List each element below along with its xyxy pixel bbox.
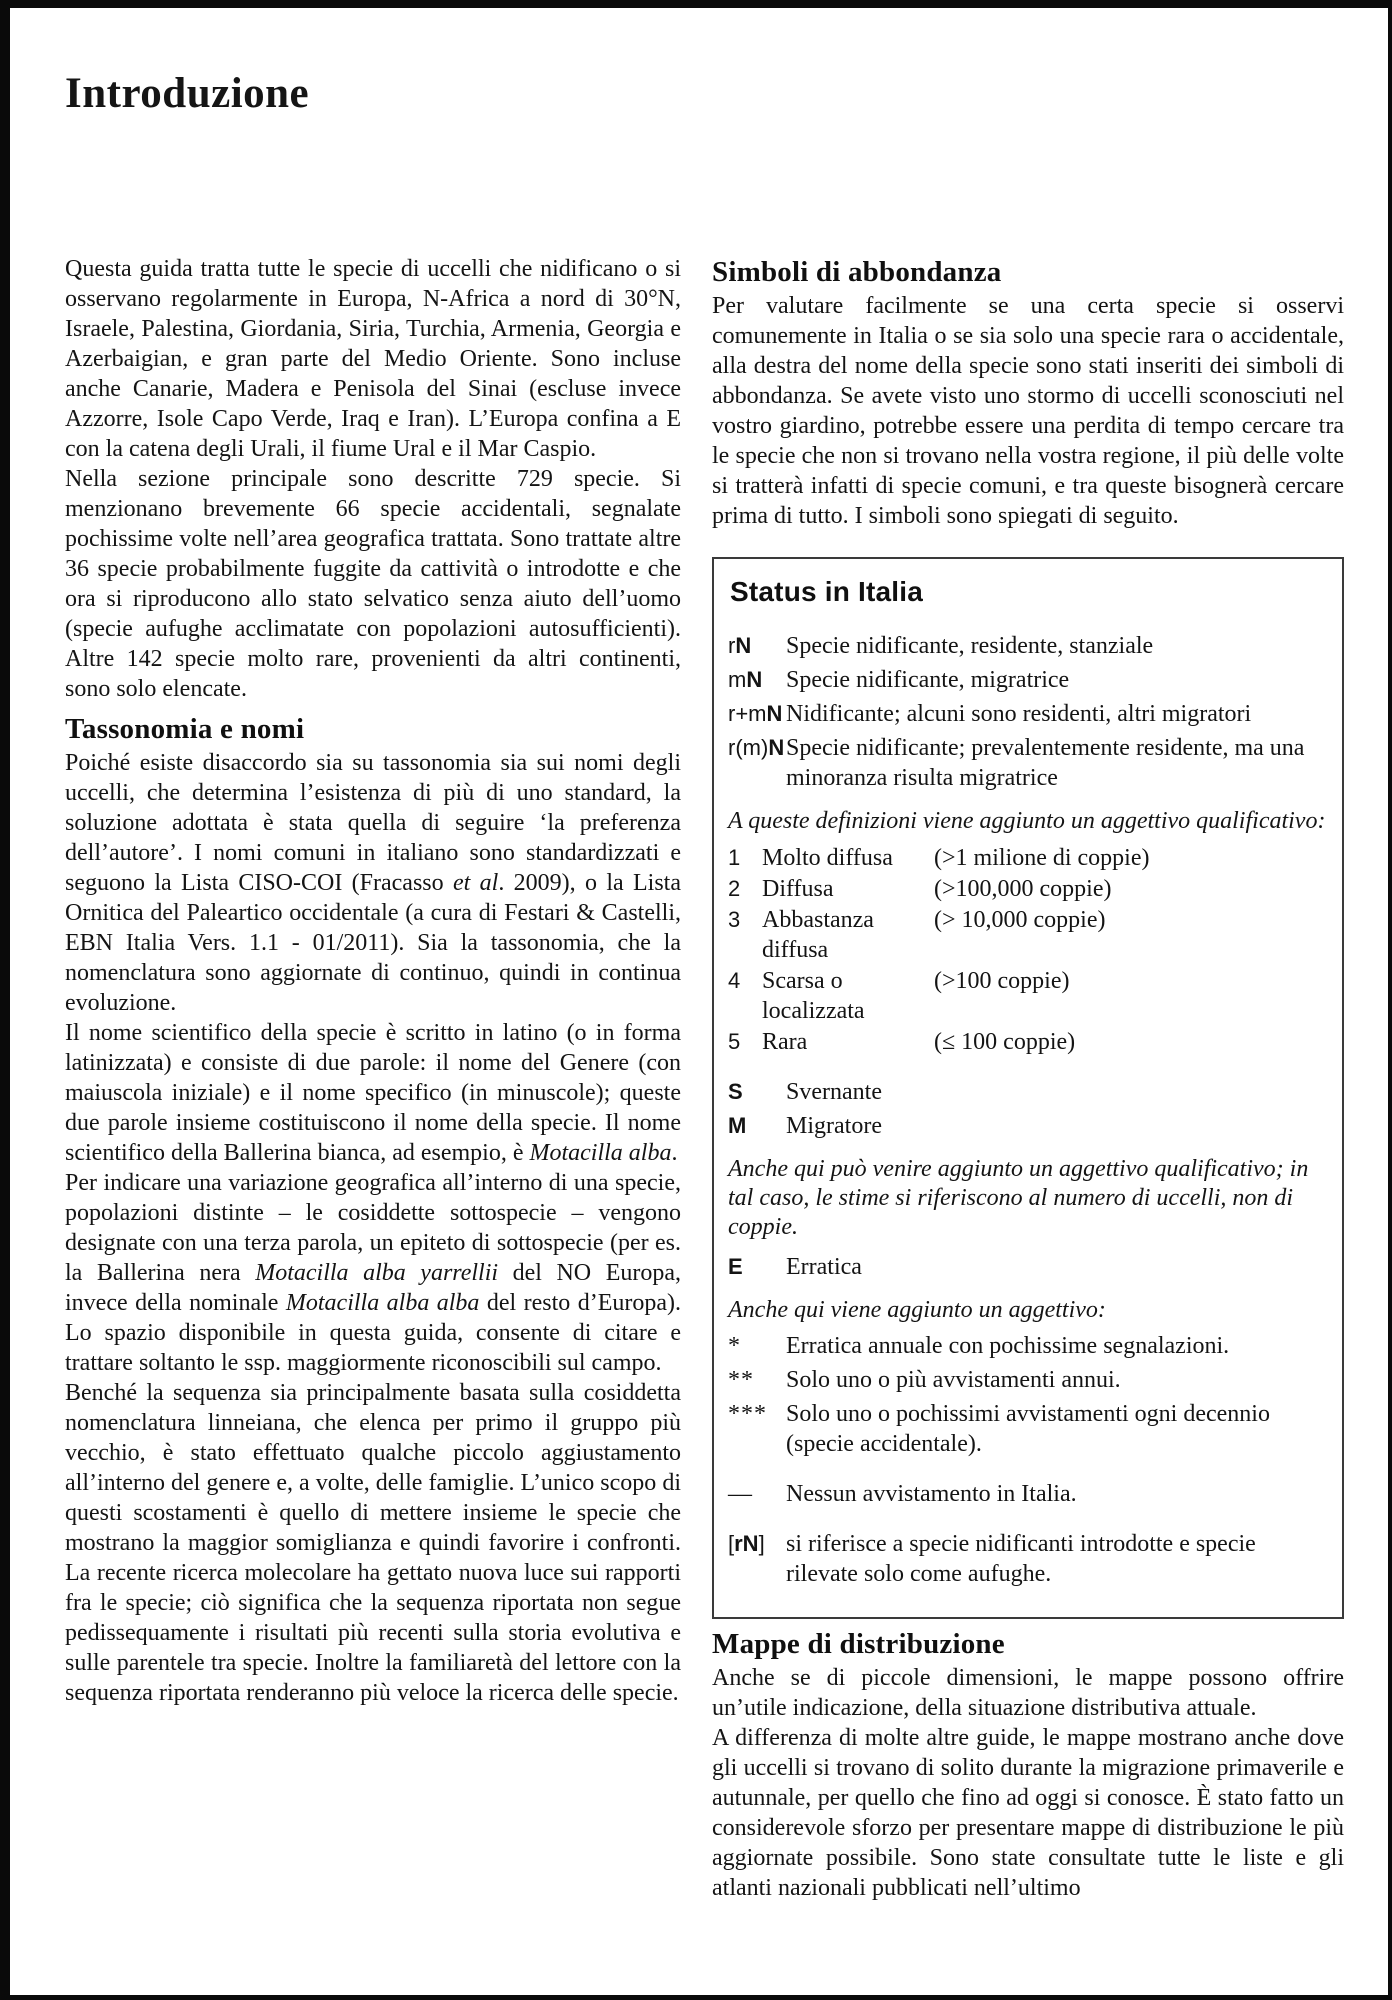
qualifier-num: 1 [728,845,741,870]
status-symbol: r(m)N [728,735,785,760]
qualifier-value: (≤ 100 coppie) [934,1029,1076,1055]
status-symbol: mN [728,667,763,692]
qualifier-value: (>1 milione di coppie) [934,845,1150,871]
no-sighting-desc: Nessun avvistamento in Italia. [786,1481,1077,1507]
status-box [712,557,1344,1619]
qualifier-label: Diffusa [762,876,834,902]
asterisk-symbol: ** [728,1367,754,1393]
status-desc: Specie nidificante; prevalentemente residente, ma una minoranza risulta migratrice [786,735,1305,791]
intro-paragraph: Nella sezione principale sono descritte 729 specie. Si menzionano brevemente 66 specie accidentali, segnalate pochissime volte nell’area geografica trattata. Sono trattate altre 36 specie probabilmente fuggite da cattività o introdotte e che ora si riproducono allo stato selvatico senza aiuto dell’uomo (specie aufughe acclimatate con popolazioni autosufficienti). Altre 142 specie molto rare, provenienti da altri continenti, sono solo elencate. [65,466,681,702]
maps-paragraph: A differenza di molte altre guide, le mappe mostrano anche dove gli uccelli si trovano di solito durante la migrazione primaverile e autunnale, per quello che fino ad oggi si conosce. È stato fatto un considerevole sforzo per presentare mappe di distribuzione le più aggiornate possibile. Sono state consultate tutte le liste e gli atlanti nazionali pubblicati nell’ultimo [712,1725,1344,1901]
season-row [728,1077,1326,1107]
dash-symbol: — [728,1481,753,1507]
qualifier-row [728,1026,1326,1057]
status-row [728,733,1326,793]
status-row [728,631,1326,661]
qualifier-row [728,965,1326,1026]
status-symbol: r+mN [728,701,783,726]
right-column [712,254,1344,1903]
asterisk-desc: Solo uno o più avvistamenti annui. [786,1367,1121,1393]
qualifier-row [728,904,1326,965]
intro-paragraph: Questa guida tratta tutte le specie di uccelli che nidificano o si osservano regolarmente in Europa, N-Africa a nord di 30°N, Israele, Palestina, Giordania, Siria, Turchia, Armenia, Georgia e Azerbaigian, e gran parte del Medio Oriente. Sono incluse anche Canarie, Madera e Penisola del Sinai (escluse invece Azzorre, Isole Capo Verde, Iraq e Iran). L’Europa confina a E con la catena degli Urali, il fiume Ural e il Mar Caspio. [65,256,681,462]
abundance-paragraph: Per valutare facilmente se una certa specie si osservi comunemente in Italia o se sia solo una specie rara o accidentale, alla destra del nome della specie sono stati inseriti dei simboli di abbondanza. Se avete visto uno stormo di uccelli sconosciuti nel vostro giardino, potrebbe essere una perdita di tempo cercare tra le specie che non si trovano nella vostra regione, il più delle volte si tratterà infatti di specie comuni, e tra queste bisognerà cercare prima di tutto. I simboli sono spiegati di seguito. [712,293,1344,529]
maps-paragraph: Anche se di piccole dimensioni, le mappe possono offrire un’utile indicazione, della situazione distributiva attuale. [712,1665,1344,1721]
taxonomy-paragraph: Poiché esiste disaccordo sia su tassonomia sia sui nomi degli uccelli, che determina l’esistenza di più di uno standard, la soluzione adottata è stata quella di seguire ‘la preferenza dell’autore’. I nomi comuni in italiano sono standardizzati e seguono la Lista CISO-COI (Fracasso et al. 2009), o la Lista Ornitica del Paleartico occidentale (a cura di Festari & Castelli, EBN Italia Vers. 1.1 - 01/2011). Sia la tassonomia, che la nomenclatura sono aggiornate di continuo, quindi in continua evoluzione. [65,750,681,1016]
erratic-desc: Erratica [786,1254,862,1280]
status-row [728,699,1326,729]
qualifier-value: (> 10,000 coppie) [934,907,1106,933]
status-symbol: rN [728,633,752,658]
page-title: Introduzione [65,70,310,117]
qualifier-label: Rara [762,1029,808,1055]
section-heading-abundance: Simboli di abbondanza [712,256,1002,288]
asterisk-symbol: *** [728,1401,767,1427]
status-box-heading: Status in Italia [730,576,924,607]
taxonomy-paragraph: Benché la sequenza sia principalmente basata sulla cosiddetta nomenclatura linneiana, che elenca per primo il gruppo più vecchio, è stato effettuato qualche piccolo aggiustamento all’interno del genere e, a volte, delle famiglie. L’unico scopo di questi scostamenti è quello di mettere insieme le specie che mostrano la maggior somiglianza e quindi favorire i confronti. La recente ricerca molecolare ha gettato nuova luce sui rapporti fra le specie; ciò significa che la sequenza riportata non segue pedissequamente i risultati più recenti sulla storia evolutiva e sulle parentele tra specie. Inoltre la familiaretà del lettore con la sequenza riportata renderanno più veloce la ricerca delle specie. [65,1380,681,1706]
no-sighting-row [728,1479,1326,1509]
season-symbol: S [728,1079,743,1104]
page [10,8,1388,1995]
status-desc: Nidificante; alcuni sono residenti, altri migratori [786,701,1252,727]
qualifier-num: 3 [728,907,741,932]
qualifier-num: 5 [728,1029,741,1054]
season-symbol: M [728,1113,747,1138]
asterisk-symbol: * [728,1333,741,1359]
season-row [728,1111,1326,1141]
asterisk-desc: Solo uno o pochissimi avvistamenti ogni decennio (specie accidentale). [786,1401,1270,1457]
qualifier-value: (>100,000 coppie) [934,876,1112,902]
qualifier-note: A queste definizioni viene aggiunto un aggettivo qualificativo: [728,808,1326,834]
taxonomy-paragraph: Per indicare una variazione geografica all’interno di una specie, popolazioni distinte – le cosiddette sottospecie – vengono designate con una terza parola, un epiteto di sottospecie (per es. la Ballerina nera Motacilla alba yarrellii del NO Europa, invece della nominale Motacilla alba alba del resto d’Europa). Lo spazio disponibile in questa guida, consente di citare e trattare soltanto le ssp. maggiormente riconoscibili sul campo. [65,1170,681,1376]
qualifier-row [728,873,1326,904]
introduced-desc: si riferisce a specie nidificanti introdotte e specie rilevate solo come aufughe. [786,1531,1256,1587]
qualifier-value: (>100 coppie) [934,968,1070,994]
qualifier-label: Scarsa o localizzata [762,968,865,1024]
section-heading-maps: Mappe di distribuzione [712,1628,1005,1660]
left-column [65,254,681,1708]
introduced-symbol: [rN] [728,1531,765,1556]
erratic-symbol: E [728,1254,743,1279]
asterisk-row [728,1331,1326,1361]
season-desc: Svernante [786,1079,882,1105]
qualifier-row [728,842,1326,873]
erratic-note: Anche qui viene aggiunto un aggettivo: [728,1297,1106,1323]
season-note: Anche qui può venire aggiunto un aggettivo qualificativo; in tal caso, le stime si riferiscono al numero di uccelli, non di coppie. [728,1156,1309,1240]
erratic-row [728,1252,1326,1282]
asterisk-desc: Erratica annuale con pochissime segnalazioni. [786,1333,1230,1359]
qualifier-num: 2 [728,876,741,901]
status-desc: Specie nidificante, migratrice [786,667,1070,693]
status-desc: Specie nidificante, residente, stanziale [786,633,1154,659]
qualifier-label: Abbastanza diffusa [762,907,874,963]
status-row [728,665,1326,695]
season-desc: Migratore [786,1113,882,1139]
section-heading-taxonomy: Tassonomia e nomi [65,713,305,745]
qualifier-num: 4 [728,968,741,993]
qualifier-label: Molto diffusa [762,845,893,871]
asterisk-row [728,1399,1326,1459]
taxonomy-paragraph: Il nome scientifico della specie è scritto in latino (o in forma latinizzata) e consiste di due parole: il nome del Genere (con maiuscola iniziale) e il nome specifico (in minuscole); queste due parole insieme costituiscono il nome della specie. Il nome scientifico della Ballerina bianca, ad esempio, è Motacilla alba. [65,1020,681,1166]
introduced-row [728,1529,1326,1589]
asterisk-row [728,1365,1326,1395]
